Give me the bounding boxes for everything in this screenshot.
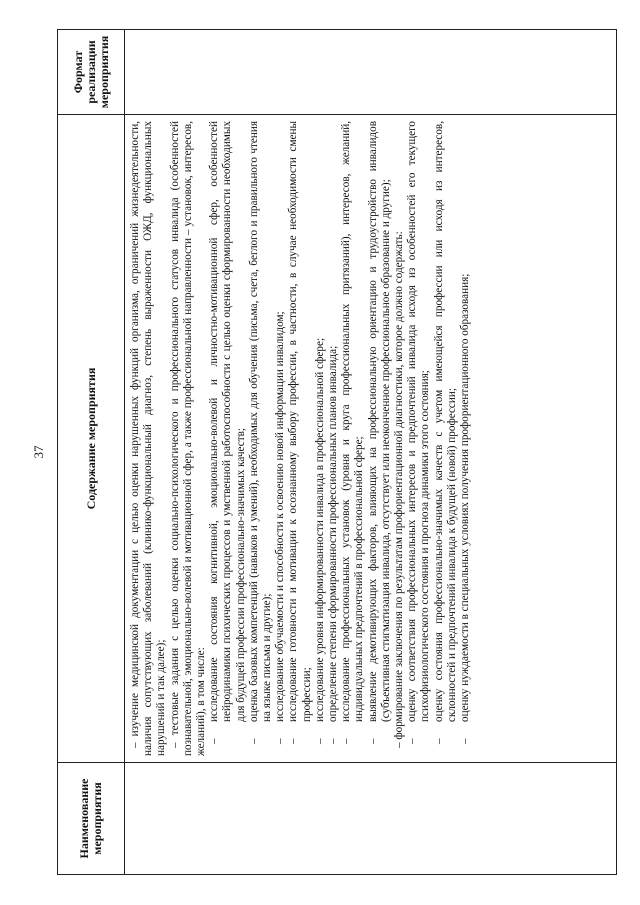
paragraph: – формирование заключения по результатам профориентационной диагностики, которое должно содержать: [393, 231, 406, 748]
list-item: – исследование обучаемости и способности к освоению новой информации инвалидом; [274, 311, 287, 744]
list-item: – оценку состояния профессионально-значимых качеств с учетом имеющейся профессии или исходя из интересов, склонностей и предпочтений инвалида к будущей (новой) профессии; [432, 121, 458, 744]
list-item: – оценку соответствия профессиональных интересов и предпочтений инвалида исходя из особенностей его текущего психофизиологического состояния и прогноза динамики этого состояния; [406, 121, 432, 744]
list-item: – оценка базовых компетенций (навыков и умений), необходимых для обучения (письма, счета, беглого и правильного чтения на языке письма и другие); [247, 121, 274, 744]
header-event-name: Наименование мероприятия [58, 763, 125, 875]
table-header-row [58, 30, 125, 875]
list-item: – исследование профессиональных установок (уровня и круга профессиональных притязаний), интересов, желаний, индивидуальных предпочтений в профессиональной сфере; [340, 121, 366, 744]
cell-event-format [125, 30, 617, 115]
list-item: – выявление демотивирующих факторов, влияющих на профессиональную ориентацию и трудоустройство инвалидов (субъективная стигматизация инвалида, отсутствует или неоконченное профессиональное образование и другие); [366, 121, 392, 744]
table-row [125, 30, 617, 875]
header-event-format: Формат реализации мероприятия [58, 30, 125, 115]
events-table [57, 29, 617, 875]
rotated-page [57, 30, 617, 875]
list-item: – исследование готовности и мотивации к осознанному выбору профессии, в частности, в случае необходимости смены профессии; [287, 121, 313, 744]
page-number: 37 [31, 445, 46, 459]
list-item: – исследование уровня информированности инвалида в профессиональной сфере; [313, 337, 326, 744]
header-event-content: Содержание мероприятия [58, 115, 125, 763]
list-item: – определение степени сформированности профессиональных планов инвалида; [327, 345, 340, 744]
cell-event-content [125, 115, 617, 763]
paragraph: – тестовые задания с целью оценки социально-психологического и профессионального статусов инвалида (особенностей познавательной, эмоционально-волевой и мотивационной сфер, а также профессиональной направленности – установок, интересов, желаний), в том числе: [168, 121, 208, 756]
cell-event-name [125, 763, 617, 875]
list-item: – исследование состояния когнитивной, эмоционально-волевой и личностно-мотивационной сфер, особенностей нейродинамики психических процессов и умственной работоспособности с целью оценки сформированности необходимых для будущей профессии профессионально-значимых качеств; [208, 121, 247, 744]
list-item: – оценку нуждаемости в специальных условиях получения профориентационного образования; [459, 273, 472, 744]
paragraph: – изучение медицинской документации с целью оценки нарушенных функций организма, ограничений жизнедеятельности, наличия сопутствующих заболеваний (клинико-функциональный диагноз, степень выраженности ОЖД, функциональных нарушений и так далее); [129, 121, 168, 756]
